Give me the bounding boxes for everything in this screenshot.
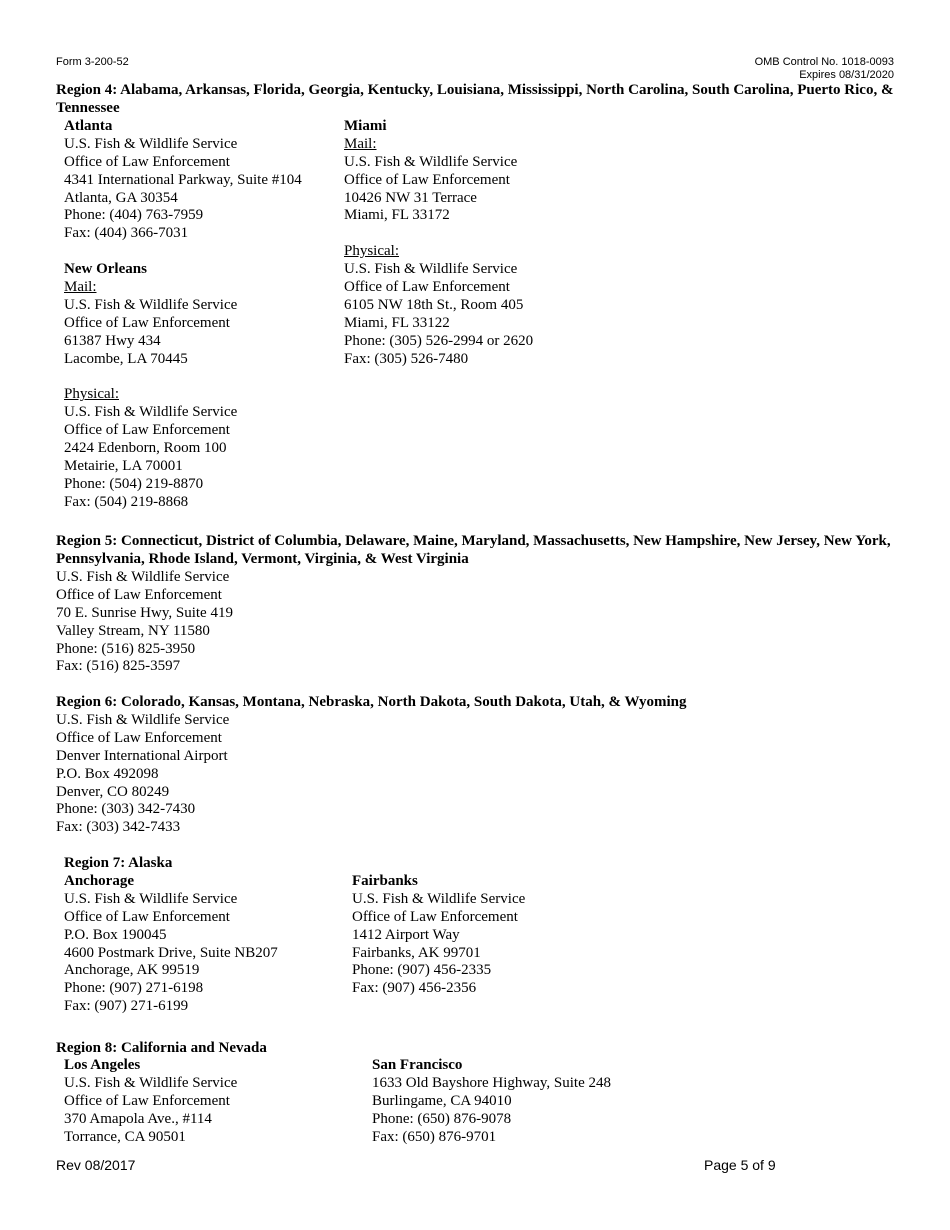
region-6-line: P.O. Box 492098 [56, 765, 159, 782]
region-6-line: U.S. Fish & Wildlife Service [56, 712, 230, 728]
anchorage-line: U.S. Fish & Wildlife Service [64, 890, 238, 907]
los-angeles-line: 370 Amapola Ave., #114 [64, 1110, 212, 1127]
region-6-line: Denver, CO 80249 [56, 783, 170, 800]
miami-physical-label: Physical: [344, 243, 399, 260]
page-number: Page 5 of 9 [704, 1157, 776, 1173]
fairbanks-office [352, 873, 525, 998]
miami-name: Miami [344, 118, 387, 134]
anchorage-line: Anchorage, AK 99519 [64, 962, 200, 979]
miami-mail-line: U.S. Fish & Wildlife Service [344, 153, 518, 170]
anchorage-line: P.O. Box 190045 [64, 926, 167, 943]
miami-mail-label: Mail: [344, 135, 377, 152]
new-orleans-physical-line: 2424 Edenborn, Room 100 [64, 440, 227, 457]
san-francisco-line: 1633 Old Bayshore Highway, Suite 248 [372, 1074, 612, 1091]
new-orleans-fax: Fax: (504) 219-8868 [64, 493, 189, 510]
anchorage-fax: Fax: (907) 271-6199 [64, 998, 189, 1015]
miami-mail-line: Miami, FL 33172 [344, 207, 450, 224]
expiration-date: Expires 08/31/2020 [799, 69, 894, 81]
anchorage-name: Anchorage [64, 873, 134, 889]
region-6-office [56, 712, 229, 837]
fairbanks-fax: Fax: (907) 456-2356 [352, 980, 477, 997]
miami-phone: Phone: (305) 526-2994 or 2620 [344, 332, 534, 349]
region-8-heading: Region 8: California and Nevada [56, 1040, 267, 1056]
new-orleans-physical-line: U.S. Fish & Wildlife Service [64, 404, 238, 421]
miami-office [344, 118, 533, 368]
region-5-heading: Region 5: Connecticut, District of Columbia, Delaware, Maine, Maryland, Massachusetts, New Hampshire, New Jersey, New York, Pennsylvania, Rhode Island, Vermont, Virginia, & West Virginia [56, 533, 891, 567]
fairbanks-line: 1412 Airport Way [352, 926, 460, 943]
new-orleans-mail-line: 61387 Hwy 434 [64, 332, 161, 349]
los-angeles-line: Office of Law Enforcement [64, 1092, 230, 1109]
san-francisco-fax: Fax: (650) 876-9701 [372, 1128, 497, 1145]
region-5-line: U.S. Fish & Wildlife Service [56, 569, 230, 585]
region-5-office [56, 569, 233, 676]
new-orleans-mail-line: Office of Law Enforcement [64, 314, 230, 331]
san-francisco-name: San Francisco [372, 1057, 463, 1073]
new-orleans-mail-label: Mail: [64, 279, 97, 296]
miami-mail-line: 10426 NW 31 Terrace [344, 189, 477, 206]
atlanta-line: Atlanta, GA 30354 [64, 189, 178, 206]
region-5-line: Office of Law Enforcement [56, 586, 222, 603]
miami-physical-line: 6105 NW 18th St., Room 405 [344, 296, 524, 313]
new-orleans-physical-line: Office of Law Enforcement [64, 422, 230, 439]
atlanta-name: Atlanta [64, 118, 113, 134]
region-5-phone: Phone: (516) 825-3950 [56, 640, 196, 657]
los-angeles-office [64, 1057, 237, 1146]
region-6-line: Office of Law Enforcement [56, 729, 222, 746]
atlanta-office [64, 118, 302, 512]
region-4-heading: Region 4: Alabama, Arkansas, Florida, Georgia, Kentucky, Louisiana, Mississippi, North Carolina, South Carolina, Puerto Rico, & Tennessee [56, 82, 894, 116]
los-angeles-line: Torrance, CA 90501 [64, 1128, 186, 1145]
atlanta-line: 4341 International Parkway, Suite #104 [64, 171, 302, 188]
atlanta-line: Office of Law Enforcement [64, 153, 230, 170]
fairbanks-line: Office of Law Enforcement [352, 908, 518, 925]
new-orleans-physical-label: Physical: [64, 386, 119, 403]
form-number: Form 3-200-52 [56, 56, 129, 68]
san-francisco-line: Burlingame, CA 94010 [372, 1092, 512, 1109]
region-6-fax: Fax: (303) 342-7433 [56, 819, 181, 836]
region-5-line: 70 E. Sunrise Hwy, Suite 419 [56, 604, 233, 621]
miami-fax: Fax: (305) 526-7480 [344, 350, 469, 367]
revision-date: Rev 08/2017 [56, 1157, 136, 1173]
anchorage-line: Office of Law Enforcement [64, 908, 230, 925]
new-orleans-name: New Orleans [64, 261, 147, 278]
anchorage-phone: Phone: (907) 271-6198 [64, 980, 204, 997]
atlanta-fax: Fax: (404) 366-7031 [64, 225, 189, 242]
los-angeles-line: U.S. Fish & Wildlife Service [64, 1074, 238, 1091]
fairbanks-name: Fairbanks [352, 873, 418, 889]
region-7-heading: Region 7: Alaska [64, 855, 173, 871]
region-6-line: Denver International Airport [56, 747, 228, 764]
region-6-phone: Phone: (303) 342-7430 [56, 801, 196, 818]
miami-physical-line: Office of Law Enforcement [344, 279, 510, 296]
miami-mail-line: Office of Law Enforcement [344, 171, 510, 188]
region-6-heading: Region 6: Colorado, Kansas, Montana, Nebraska, North Dakota, South Dakota, Utah, & Wyoming [56, 694, 687, 710]
san-francisco-office [372, 1057, 611, 1146]
anchorage-line: 4600 Postmark Drive, Suite NB207 [64, 944, 278, 961]
omb-control-number: OMB Control No. 1018-0093 [754, 56, 894, 68]
new-orleans-phone: Phone: (504) 219-8870 [64, 475, 204, 492]
los-angeles-name: Los Angeles [64, 1057, 141, 1073]
fairbanks-line: Fairbanks, AK 99701 [352, 944, 481, 961]
fairbanks-phone: Phone: (907) 456-2335 [352, 962, 492, 979]
new-orleans-mail-line: U.S. Fish & Wildlife Service [64, 296, 238, 313]
miami-physical-line: U.S. Fish & Wildlife Service [344, 261, 518, 278]
new-orleans-mail-line: Lacombe, LA 70445 [64, 350, 188, 367]
atlanta-phone: Phone: (404) 763-7959 [64, 207, 204, 224]
region-5-line: Valley Stream, NY 11580 [56, 622, 210, 639]
anchorage-office [64, 873, 278, 1016]
san-francisco-phone: Phone: (650) 876-9078 [372, 1110, 512, 1127]
miami-physical-line: Miami, FL 33122 [344, 314, 450, 331]
region-5-fax: Fax: (516) 825-3597 [56, 658, 181, 675]
fairbanks-line: U.S. Fish & Wildlife Service [352, 890, 526, 907]
new-orleans-physical-line: Metairie, LA 70001 [64, 457, 183, 474]
atlanta-line: U.S. Fish & Wildlife Service [64, 135, 238, 152]
